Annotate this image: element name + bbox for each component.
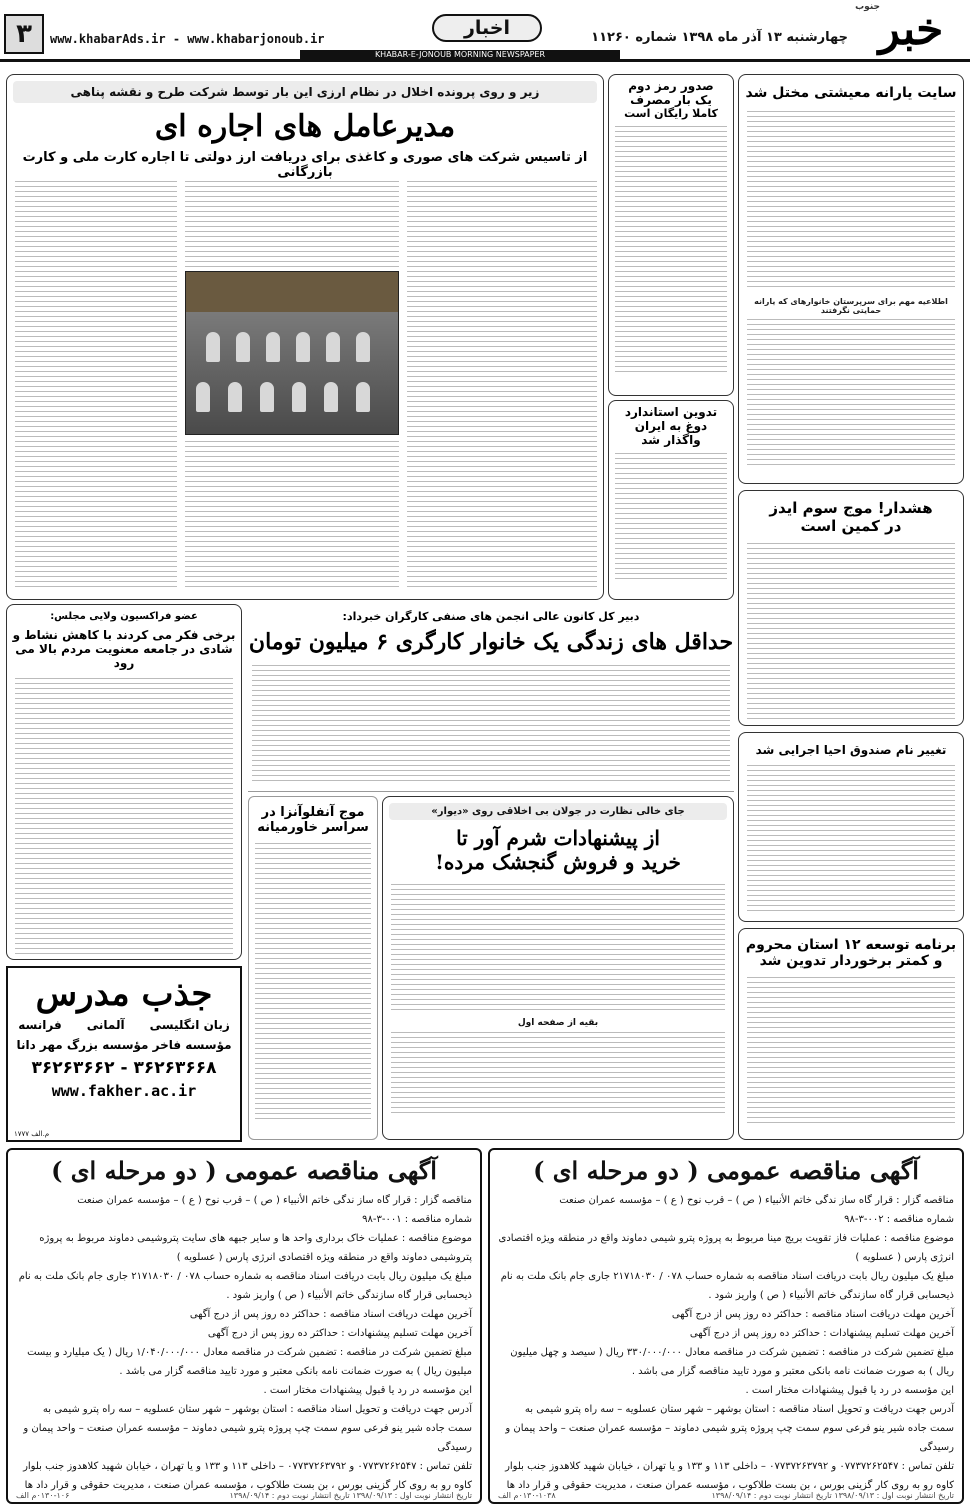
- tender-dates: تاریخ انتشار نوبت اول : ۱۳۹۸/۰۹/۱۳ تاریخ انتشار نوبت دوم : ۱۳۹۸/۰۹/۱۴: [229, 1491, 472, 1500]
- lead-body-col-3: [185, 441, 399, 591]
- ad-code: م.الف ۱۷۷۷: [14, 1130, 50, 1138]
- page-number: ۳: [4, 14, 44, 54]
- ad-website[interactable]: www.fakher.ac.ir: [51, 1082, 197, 1100]
- ramz-title-2: یک بار مصرف: [630, 93, 712, 107]
- subsidy-body: [747, 111, 955, 291]
- ad-languages: زبان انگلیسی آلمانی فرانسه: [18, 1018, 230, 1032]
- tender-code: ۰۱۳۰-۱۰۳۸م الف: [498, 1491, 556, 1500]
- flu-body: [255, 843, 371, 1123]
- divar-body-2: [391, 1032, 725, 1116]
- courtroom-photo: [185, 271, 399, 435]
- tender-contact: تلفن تماس : ۰۷۷۳۷۲۶۲۵۴۷ و ۰۷۷۳۷۲۶۳۷۹۲ – داخلی ۱۱۳ و ۱۳۳ و یا تهران ، خیابان شهید کلاهدوز جنب بلوار کاوه رو به روی کار گزینی بورس ، بن بست طلاکوب ، مؤسسه عمران صنعت ، مدیریت حقوقی و قرار داد ها: [505, 1461, 954, 1491]
- ad-title: جذب مدرس: [35, 974, 213, 1014]
- flu-title-2: سراسر خاورمیانه: [257, 820, 369, 835]
- ramz-article: [608, 74, 734, 396]
- tender-ad-left[interactable]: [6, 1148, 482, 1504]
- subsidy-article: [738, 74, 964, 484]
- tender-employer: مناقصه گزار : قرار گاه ساز ندگی خاتم الأنبیاء ( ص ) – قرب نوح ( ع ) – مؤسسه عمران صنعت: [559, 1195, 954, 1206]
- tender-code: ۰۱۳۰-۱۰۶م الف: [16, 1491, 70, 1500]
- mp-article: [6, 604, 242, 960]
- plan-article: [738, 928, 964, 1140]
- flu-title-1: موج آنفلوآنزا در: [261, 805, 365, 820]
- lead-article: [6, 74, 604, 600]
- divar-body: [391, 884, 725, 1014]
- subsidy-body-2: [747, 319, 955, 469]
- flu-article: [248, 796, 378, 1140]
- ad-organization: مؤسسه فاخر مؤسسه بزرگ مهر دانا: [16, 1038, 232, 1052]
- tender-number: شماره مناقصه : ۰۰۲-۳-۹۸: [844, 1214, 954, 1225]
- wage-kicker: دبیر کل کانون عالی انجمن های صنفی کارگران خبرداد:: [342, 610, 640, 623]
- wage-article: [248, 604, 734, 792]
- subsidy-caption: اطلاعیه مهم برای سرپرستان خانوارهای که یارانه حمایتی نگرفتند: [754, 297, 948, 315]
- tender-reservation: این مؤسسه در رد یا قبول پیشنهادات مختار است .: [263, 1385, 472, 1396]
- standard-article: [608, 400, 734, 600]
- tagline: KHABAR-E-JONOUB MORNING NEWSPAPER: [300, 50, 620, 60]
- newspaper-logo[interactable]: خبر جنوب: [855, 2, 944, 55]
- lead-body-col-2: [185, 181, 399, 267]
- plan-title-1: برنامه توسعه ۱۲ استان محروم: [745, 937, 957, 953]
- lead-headline[interactable]: مدیرعامل های اجاره ای: [154, 109, 456, 144]
- wage-body: [252, 665, 730, 785]
- tender-dates: تاریخ انتشار نوبت اول : ۱۳۹۸/۰۹/۱۳ تاریخ انتشار نوبت دوم : ۱۳۹۸/۰۹/۱۴: [711, 1491, 954, 1500]
- divar-kicker: جای خالی نظارت در جولان بی اخلاقی روی «دیوار»: [389, 803, 727, 820]
- tender-deadline-bids: آخرین مهلت تسلیم پیشنهادات : حداکثر ده روز پس از درج آگهی: [689, 1328, 954, 1339]
- tender-number: شماره مناقصه : ۰۰۱-۳-۹۸: [362, 1214, 472, 1225]
- aids-body: [747, 543, 955, 723]
- tender-title: آگهی مناقصه عمومی ( دو مرحله ای ): [533, 1156, 919, 1185]
- mp-title-2: شادی در جامعه معنویت مردم بالا می رود: [15, 642, 233, 670]
- tender-address: آدرس جهت دریافت و تحویل اسناد مناقصه : استان بوشهر – شهر ستان عسلویه – سه راه پترو شیمی به سمت جاده شیر ینو فرعی سوم سمت چپ پروژه پترو شیمی دماوند – مؤسسه عمران صنعت – واحد پیمان و رسیدگی: [505, 1404, 954, 1453]
- tender-guarantee: مبلغ تضمین شرکت در مناقصه : تضمین شرکت در مناقصه معادل ۳۳۰/۰۰۰/۰۰۰ ریال ( سیصد و چهل میلیون ریال ) به صورت ضمانت نامه بانکی معتبر و مورد تایید مناقصه گزار می باشد .: [510, 1347, 954, 1377]
- aids-title-2: در کمین است: [800, 517, 902, 535]
- tender-subject: موضوع مناقصه : عملیات فاز تقویت بریج مینا مربوط به پروژه پترو شیمی دماوند واقع در منطقه ویژه اقتصادی انرژی پارس ( عسلویه ): [498, 1233, 954, 1263]
- ad-phones[interactable]: ۳۶۲۶۳۶۶۸ - ۳۶۲۶۳۶۶۲: [31, 1058, 217, 1078]
- lead-subhead: از تاسیس شرکت های صوری و کاغذی برای دریافت ارز دولتی تا اجاره کارت ملی و کارت بازرگانی: [22, 150, 588, 180]
- teacher-recruitment-ad[interactable]: [6, 966, 242, 1142]
- masthead: [0, 0, 970, 62]
- aids-title-1: هشدار! موج سوم ایدز: [769, 499, 933, 517]
- tender-employer: مناقصه گزار : قرار گاه ساز ندگی خاتم الأنبیاء ( ص ) – قرب نوح ( ع ) – مؤسسه عمران صنعت: [77, 1195, 472, 1206]
- wage-headline[interactable]: حداقل های زندگی یک خانوار کارگری ۶ میلیون تومان: [248, 629, 734, 655]
- tender-ad-right[interactable]: [488, 1148, 964, 1504]
- divar-article: [382, 796, 734, 1140]
- tender-subject: موضوع مناقصه : عملیات خاک برداری واحد ها و سایر جبهه های سایت پتروشیمی دماوند مربوط به پروژه پتروشیمی دماوند واقع در منطقه ویژه اقتصادی انرژی پارس ( عسلویه ): [39, 1233, 472, 1263]
- ramz-title-1: صدور رمز دوم: [628, 79, 714, 93]
- mp-kicker: عضو فراکسیون ولایی مجلس:: [50, 611, 198, 622]
- lead-body-col-4: [15, 181, 177, 591]
- plan-title-2: و کمتر برخوردار تدوین شد: [759, 953, 943, 969]
- fund-body: [747, 765, 955, 915]
- lead-kicker: زیر و روی پرونده اخلال در نظام ارزی این بار توسط شرکت طرح و نقشه پناهی: [13, 81, 597, 103]
- fund-article: [738, 732, 964, 922]
- tender-fee: مبلغ یک میلیون ریال بابت دریافت اسناد مناقصه به شماره حساب ۰۷۸ / ۲۱۷۱۸۰۳۰ جاری جام بانک ملت به نام ذیحسابی قرار گاه سازندگی خاتم الأنبیاء ( ص ) واریز شود .: [500, 1271, 954, 1301]
- standard-title-2: دوغ به ایران: [634, 419, 708, 433]
- aids-article: [738, 490, 964, 726]
- tender-fee: مبلغ یک میلیون ریال بابت دریافت اسناد مناقصه به شماره حساب ۰۷۸ / ۲۱۷۱۸۰۳۰ جاری جام بانک ملت به نام ذیحسابی قرار گاه سازندگی خاتم الأنبیاء ( ص ) واریز شود .: [18, 1271, 472, 1301]
- ramz-body: [615, 126, 727, 376]
- tender-deadline-bids: آخرین مهلت تسلیم پیشنهادات : حداکثر ده روز پس از درج آگهی: [207, 1328, 472, 1339]
- divar-title-1[interactable]: از پیشنهادات شرم آور تا: [456, 826, 660, 850]
- ramz-title-3: کاملا رایگان است: [624, 107, 718, 120]
- fund-title: تغییر نام صندوق احیا اجرایی شد: [755, 743, 947, 757]
- plan-body: [747, 977, 955, 1127]
- tender-title: آگهی مناقصه عمومی ( دو مرحله ای ): [51, 1156, 437, 1185]
- section-title: اخبار: [432, 14, 542, 42]
- issue-dateline: چهارشنبه ۱۳ آذر ماه ۱۳۹۸ شماره ۱۱۲۶۰: [591, 30, 848, 45]
- lead-body-col-1: [407, 181, 597, 591]
- divar-continued: بقیه از صفحه اول: [517, 1018, 599, 1028]
- mp-body: [15, 678, 233, 958]
- subsidy-title: سایت یارانه معیشتی مختل شد: [745, 85, 957, 101]
- tender-deadline-docs: آخرین مهلت دریافت اسناد مناقصه : حداکثر ده روز پس از درج آگهی: [671, 1309, 954, 1320]
- tender-contact: تلفن تماس : ۰۷۷۳۷۲۶۲۵۴۷ و ۰۷۷۳۷۲۶۳۷۹۲ – داخلی ۱۱۳ و ۱۳۳ و یا تهران ، خیابان شهید کلاهدوز جنب بلوار کاوه رو به روی کار گزینی بورس ، بن بست طلاکوب ، مؤسسه عمران صنعت ، مدیریت حقوقی و قرار داد ها: [23, 1461, 472, 1491]
- mp-title-1: برخی فکر می کردند با کاهش نشاط و: [12, 628, 236, 642]
- standard-title-3: واگذار شد: [641, 433, 701, 447]
- standard-title-1: تدوین استاندارد: [624, 405, 718, 419]
- standard-body: [615, 453, 727, 583]
- divar-title-2[interactable]: خرید و فروش گنجشک مرده!: [435, 850, 681, 874]
- website-urls[interactable]: www.khabarAds.ir - www.khabarjonoub.ir: [50, 32, 325, 46]
- tender-address: آدرس جهت دریافت و تحویل اسناد مناقصه : استان بوشهر – شهر ستان عسلویه – سه راه پترو شیمی به سمت جاده شیر ینو فرعی سوم سمت چپ پروژه پترو شیمی دماوند – مؤسسه عمران صنعت – واحد پیمان و رسیدگی: [23, 1404, 472, 1453]
- tender-reservation: این مؤسسه در رد یا قبول پیشنهادات مختار است .: [745, 1385, 954, 1396]
- tender-deadline-docs: آخرین مهلت دریافت اسناد مناقصه : حداکثر ده روز پس از درج آگهی: [189, 1309, 472, 1320]
- tender-guarantee: مبلغ تضمین شرکت در مناقصه : تضمین شرکت در مناقصه معادل ۱/۰۴۰/۰۰۰/۰۰۰ ریال ( یک میلیارد و بیست میلیون ریال ) به صورت ضمانت نامه بانکی معتبر و مورد تایید مناقصه گزار می باشد .: [27, 1347, 472, 1377]
